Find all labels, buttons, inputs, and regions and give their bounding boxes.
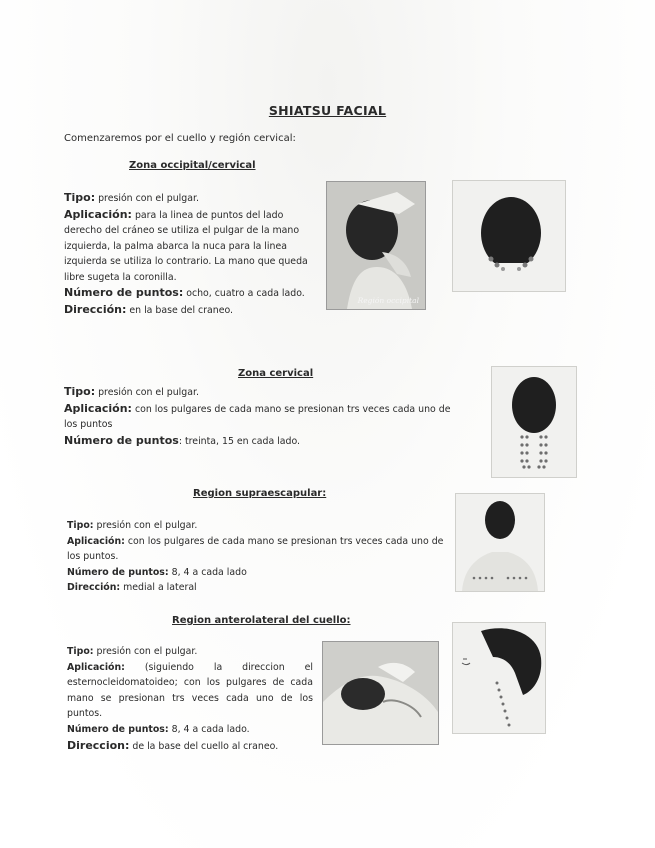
section-heading-supraescapular: Region supraescapular: xyxy=(193,488,327,499)
puntos-label: Número de puntos: xyxy=(64,286,184,299)
direccion-label: Dirección: xyxy=(64,302,127,316)
tipo-value: presión con el pulgar. xyxy=(98,193,199,204)
tipo-value: presión con el pulgar. xyxy=(96,520,198,531)
cervical-points-diagram xyxy=(491,366,577,478)
document-title: SHIATSU FACIAL xyxy=(268,103,387,118)
direccion-value: de la base del cuello al craneo. xyxy=(132,740,279,752)
supraescapular-points-drawing xyxy=(456,494,544,591)
anterolateral-photo-drawing xyxy=(323,642,438,744)
tipo-line xyxy=(64,384,459,401)
puntos-line xyxy=(64,285,316,302)
direccion-value: en la base del craneo. xyxy=(129,304,234,316)
aplicacion-value: para la linea de puntos del lado derecho del cráneo se utiliza el pulgar de la mano izquierda, la palma abarca la nuca para la linea izquierda se utiliza lo contrario. La mano que queda libre sugeta la coronilla. xyxy=(64,209,308,283)
supraescapular-points-diagram xyxy=(455,493,545,592)
anterolateral-points-diagram xyxy=(452,622,546,734)
anterolateral-points-drawing xyxy=(453,623,545,733)
intro-text: Comenzaremos por el cuello y región cervical: xyxy=(64,133,296,144)
section-heading-anterolateral: Region anterolateral del cuello: xyxy=(172,615,351,626)
aplicacion-value: (siguiendo la direccion el esternocleidomatoideo; con los pulgares de cada mano se presionan trs veces cada uno de los puntos. xyxy=(67,661,313,720)
occipital-points-diagram xyxy=(452,180,566,292)
occipital-photo-caption: Región occipital xyxy=(357,296,419,305)
tipo-value: presión con el pulgar. xyxy=(98,387,199,398)
direccion-line xyxy=(67,738,313,755)
aplicacion-label: Aplicación: xyxy=(67,661,125,673)
direccion-line xyxy=(67,580,452,596)
puntos-value: 8, 4 a cada lado. xyxy=(171,723,250,735)
tipo-label: Tipo: xyxy=(64,385,96,398)
aplicacion-label: Aplicación: xyxy=(64,207,132,221)
puntos-value: 8, 4 a cada lado xyxy=(171,566,247,578)
aplicacion-line xyxy=(67,660,313,722)
section-heading-cervical: Zona cervical xyxy=(238,368,314,379)
aplicacion-label: Aplicación: xyxy=(67,535,125,547)
anterolateral-photo xyxy=(322,641,439,745)
occipital-photo-drawing xyxy=(327,182,425,309)
puntos-label: Número de puntos: xyxy=(67,723,169,735)
tipo-label: Tipo: xyxy=(64,191,96,204)
puntos-line xyxy=(67,722,313,738)
direccion-value: medial a lateral xyxy=(123,582,197,594)
aplicacion-value: con los pulgares de cada mano se presionan trs veces cada uno de los puntos xyxy=(64,403,451,430)
puntos-value: ocho, cuatro a cada lado. xyxy=(186,288,305,299)
puntos-label: Número de puntos: xyxy=(67,566,169,578)
aplicacion-label: Aplicación: xyxy=(64,401,132,415)
aplicacion-line xyxy=(67,534,452,565)
puntos-label: Número de puntos xyxy=(64,433,179,447)
tipo-value: presión con el pulgar. xyxy=(96,646,198,657)
tipo-label: Tipo: xyxy=(67,520,94,531)
tipo-line xyxy=(64,190,316,207)
puntos-line xyxy=(67,565,452,581)
direccion-line xyxy=(64,302,316,319)
occipital-photo xyxy=(326,181,426,310)
section-occipital-body xyxy=(64,190,316,318)
tipo-label: Tipo: xyxy=(67,646,94,657)
aplicacion-line xyxy=(64,207,316,286)
puntos-value: : treinta, 15 en cada lado. xyxy=(178,435,301,447)
tipo-line xyxy=(67,644,313,660)
direccion-label: Dirección: xyxy=(67,582,121,594)
section-heading-occipital: Zona occipital/cervical xyxy=(129,160,256,171)
section-anterolateral-body xyxy=(67,644,313,754)
occipital-points-drawing xyxy=(453,181,565,291)
aplicacion-value: con los pulgares de cada mano se presionan trs veces cada uno de los puntos. xyxy=(67,535,444,563)
section-supraescapular-body xyxy=(67,518,452,596)
aplicacion-line xyxy=(64,401,459,433)
cervical-points-drawing xyxy=(492,367,576,477)
section-cervical-body xyxy=(64,384,459,449)
puntos-line xyxy=(64,433,459,450)
tipo-line xyxy=(67,518,452,534)
direccion-label: Direccion: xyxy=(67,738,130,752)
